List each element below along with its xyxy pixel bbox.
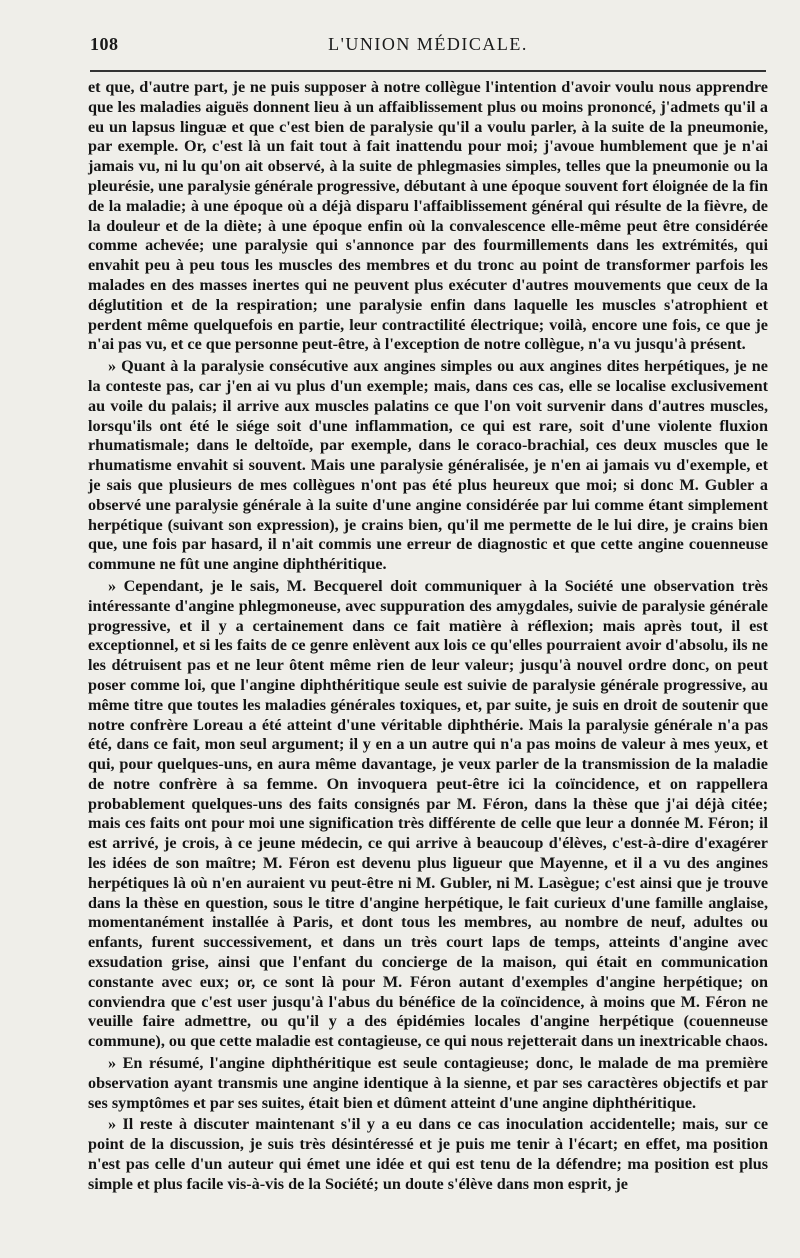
header-rule: [90, 70, 766, 72]
paragraph-2: » Quant à la paralysie consécutive aux angines simples ou aux angines dites herpétiques, je ne la conteste pas, car j'en ai vu plus d'un exemple; mais, dans ces cas, elle se localise exclusivement au voile du palais; il arrive aux muscles palatins ce que l'on voit survenir dans d'autres muscles, lorsqu'ils ont été le siége soit d'une inflammation, ce qui est rare, soit d'une violente fluxion rhumatismale; dans le deltoïde, par exemple, dans le coraco-brachial, ces deux muscles que le rhumatisme envahit si souvent. Mais une paralysie généralisée, je n'en ai jamais vu d'exemple, et je sais que plusieurs de mes collègues n'ont pas été plus heureux que moi; si donc M. Gubler a observé une paralysie générale à la suite d'une angine considérée par lui comme étant simplement herpétique (suivant son expression), je crains bien, qu'il me permette de le lui dire, je crains bien que, une fois par hasard, il n'ait commis une erreur de diagnostic et que cette angine couenneuse commune ne fût une angine diphthéritique.: [88, 357, 768, 574]
paragraph-3: » Cependant, je le sais, M. Becquerel doit communiquer à la Société une observation très intéressante d'angine phlegmoneuse, avec suppuration des amygdales, suivie de paralysie générale progressive, et il y a certainement dans ce fait matière à réflexion; mais après tout, il est exceptionnel, et si les faits de ce genre enlèvent aux lois ce qu'elles pourraient avoir d'absolu, ils ne les détruisent pas et ne leur ôtent même rien de leur valeur; jusqu'à nouvel ordre donc, on peut poser comme loi, que l'angine diphthéritique seule est suivie de paralysie générale progressive, au même titre que toutes les maladies générales toxiques, et, par suite, je suis en droit de soutenir que notre confrère Loreau a été atteint d'une véritable diphthérie. Mais la paralysie générale n'a pas été, dans ce fait, mon seul argument; il y en a un autre qui n'a pas moins de valeur à mes yeux, et qui, pour quelques-uns, en aura même davantage, je veux parler de la transmission de la maladie de notre confrère à sa femme. On invoquera peut-être ici la coïncidence, et on rappellera probablement quelques-uns des faits consignés par M. Féron, dans la thèse que j'ai déjà citée; mais ces faits ont pour moi une signification très différente de celle que leur a donnée M. Féron; il est arrivé, je crois, à ce jeune médecin, ce qui arrive à beaucoup d'élèves, c'est-à-dire d'exagérer les idées de son maître; M. Féron est devenu plus ligueur que Mayenne, et il a vu des angines herpétiques là où n'en auraient vu peut-être ni M. Gubler, ni M. Lasègue; c'est ainsi que je trouve dans la thèse en question, sous le titre d'angine herpétique, le fait curieux d'une famille anglaise, momentanément installée à Paris, et dont tous les membres, au nombre de neuf, adultes ou enfants, furent successivement, et dans un très court laps de temps, atteints d'angine avec exsudation grise, ainsi que l'enfant du concierge de la maison, qui était en communication constante avec eux; or, ce sont là pour M. Féron autant d'exemples d'angine herpétique; on conviendra que c'est user jusqu'à l'abus du bénéfice de la coïncidence, à moins que M. Féron ne veuille faire admettre, ou qu'il y a des épidémies locales d'angine herpétique (couenneuse commune), ou que cette maladie est contagieuse, ce qui nous rejetterait dans un inextricable chaos.: [88, 576, 768, 1051]
paragraph-1: et que, d'autre part, je ne puis supposer à notre collègue l'intention d'avoir voulu nous apprendre que les maladies aiguës donnent lieu à un affaiblissement plus ou moins prononcé, j'admets qu'il a eu un lapsus linguæ et que c'est bien de paralysie qu'il a voulu parler, à la suite de la pneumonie, par exemple. Or, c'est là un fait tout à fait inattendu pour moi; j'avoue humblement que je n'ai jamais vu, ni lu qu'on ait observé, à la suite de phlegmasies simples, telles que la pneumonie ou la pleurésie, une paralysie générale progressive, débutant à une époque souvent fort éloignée de la fin de la maladie; à une époque où a déjà disparu l'affaiblissement général qui résulte de la fièvre, de la douleur et de la diète; à une époque enfin où la convalescence elle-même peut être considérée comme achevée; une paralysie qui s'annonce par des fourmillements dans les extrémités, qui envahit peu à peu tous les muscles des membres et du tronc au point de transformer parfois les malades en des masses inertes qui ne peuvent plus exécuter d'autres mouvements que ceux de la déglutition et de la respiration; une paralysie enfin dans laquelle les muscles s'atrophient et perdent même quelquefois en partie, leur contractilité électrique; voilà, encore une fois, ce que je n'ai pas vu, et ce que personne peut-être, à l'exception de notre collègue, n'a vu jusqu'à présent.: [88, 78, 768, 354]
article-body: [88, 78, 768, 1197]
journal-title: L'UNION MÉDICALE.: [328, 34, 528, 54]
page-number: 108: [90, 34, 119, 54]
paragraph-5: » Il reste à discuter maintenant s'il y a eu dans ce cas inoculation accidentelle; mais, sur ce point de la discussion, je suis très désintéressé et je puis me tenir à l'écart; en effet, ma position n'est pas celle d'un auteur qui émet une idée et qui est tenu de la défendre; ma position est plus simple et plus facile vis-à-vis de la Société; un doute s'élève dans mon esprit, je: [88, 1115, 768, 1193]
page-header: [90, 30, 766, 60]
paragraph-4: » En résumé, l'angine diphthéritique est seule contagieuse; donc, le malade de ma première observation ayant transmis une angine identique à la sienne, et par ses caractères objectifs et par ses symptômes et par ses suites, était bien et dûment atteint d'une angine diphthéritique.: [88, 1054, 768, 1112]
